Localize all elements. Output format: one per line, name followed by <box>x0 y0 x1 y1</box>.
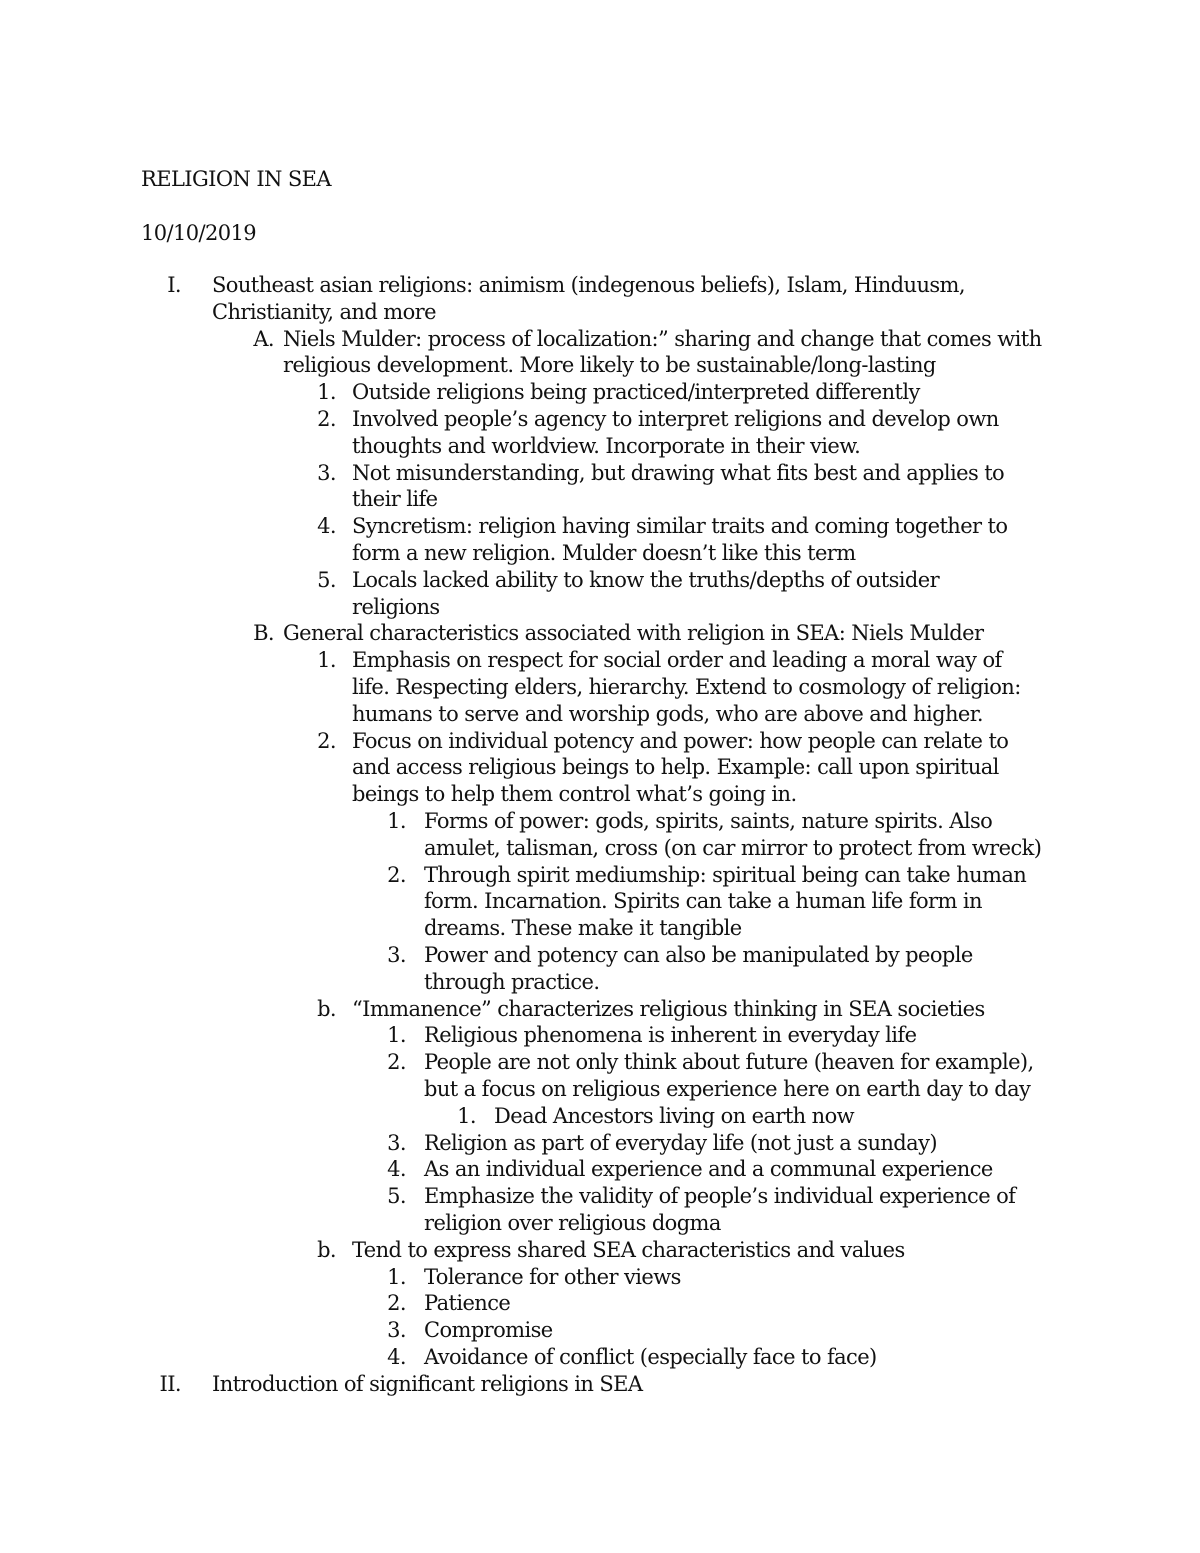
outline-marker: 2. <box>317 407 336 431</box>
outline-marker: 1. <box>387 809 406 833</box>
outline-text: dreams. These make it tangible <box>424 916 742 941</box>
outline-text: Syncretism: religion having similar traits and coming together to <box>352 514 1008 539</box>
outline-marker: 1. <box>317 380 336 405</box>
outline-text: Emphasis on respect for social order and leading a moral way of <box>352 648 1002 673</box>
outline-text: their life <box>352 487 438 512</box>
outline-marker: 1. <box>387 1023 406 1048</box>
outline-text: life. Respecting elders, hierarchy. Extend to cosmology of religion: <box>352 675 1021 699</box>
outline-text: form. Incarnation. Spirits can take a human life form in <box>424 889 982 914</box>
outline-text: Tolerance for other views <box>424 1264 681 1289</box>
outline-text: Forms of power: gods, spirits, saints, nature spirits. Also <box>424 809 993 833</box>
outline-text: People are not only think about future (heaven for example), <box>424 1050 1034 1075</box>
outline-text: Dead Ancestors living on earth now <box>494 1103 854 1128</box>
outline-marker: 4. <box>387 1345 406 1369</box>
outline-marker: b. <box>317 996 336 1021</box>
outline-marker: b. <box>317 1237 336 1262</box>
outline-text: Locals lacked ability to know the truths/depths of outsider <box>352 567 940 592</box>
outline-text: amulet, talisman, cross (on car mirror to protect from wreck) <box>424 835 1042 860</box>
outline-marker: 2. <box>387 862 406 887</box>
outline-text: religions <box>352 594 440 619</box>
outline-text: Patience <box>424 1291 511 1316</box>
outline-text: Southeast asian religions: animism (indegenous beliefs), Islam, Hinduusm, <box>212 273 965 297</box>
outline-text: Through spirit mediumship: spiritual being can take human <box>424 862 1027 887</box>
outline-text: Religion as part of everyday life (not just a sunday) <box>424 1130 937 1155</box>
outline-marker: 3. <box>387 943 406 967</box>
outline-text: form a new religion. Mulder doesn’t like this term <box>352 541 856 565</box>
outline-text: Religious phenomena is inherent in everyday life <box>424 1023 917 1048</box>
document-title: RELIGION IN SEA <box>141 167 331 191</box>
outline-marker: 5. <box>317 567 336 592</box>
outline-marker: 2. <box>317 728 336 753</box>
outline-marker: 3. <box>387 1318 406 1343</box>
outline-text: Niels Mulder: process of localization:” sharing and change that comes with <box>283 326 1042 351</box>
outline-marker: 2. <box>387 1050 406 1075</box>
outline-text: thoughts and worldview. Incorporate in their view. <box>352 433 861 458</box>
outline-marker: I. <box>167 273 181 297</box>
outline-marker: B. <box>253 621 274 646</box>
outline-marker: 2. <box>387 1291 406 1316</box>
outline-text: Outside religions being practiced/interpreted differently <box>352 380 920 405</box>
outline-marker: A. <box>253 326 274 351</box>
outline-marker: 3. <box>387 1130 406 1155</box>
outline-marker: 1. <box>387 1264 406 1289</box>
outline-text: Introduction of significant religions in SEA <box>212 1371 643 1396</box>
outline-text: Involved people’s agency to interpret religions and develop own <box>352 407 999 431</box>
outline-marker: 1. <box>317 648 336 673</box>
outline-marker: 1. <box>457 1103 476 1128</box>
outline-text: “Immanence” characterizes religious thinking in SEA societies <box>352 996 985 1021</box>
outline-text: Tend to express shared SEA characteristics and values <box>352 1237 905 1262</box>
outline-marker: II. <box>159 1371 181 1396</box>
outline-marker: 4. <box>387 1157 406 1182</box>
outline-text: and access religious beings to help. Example: call upon spiritual <box>352 755 999 780</box>
outline-text: Not misunderstanding, but drawing what fits best and applies to <box>352 460 1005 485</box>
outline-text: General characteristics associated with religion in SEA: Niels Mulder <box>283 621 984 646</box>
outline-text: beings to help them control what’s going in. <box>352 782 797 807</box>
outline-text: through practice. <box>424 969 600 994</box>
outline-text: Avoidance of conflict (especially face to face) <box>424 1345 877 1369</box>
outline-text: humans to serve and worship gods, who are above and higher. <box>352 701 983 726</box>
document-date: 10/10/2019 <box>141 221 257 245</box>
outline-marker: 5. <box>387 1184 406 1209</box>
outline-text: Emphasize the validity of people’s individual experience of <box>424 1184 1016 1209</box>
outline-text: religious development. More likely to be sustainable/long-lasting <box>283 353 936 378</box>
outline-text: Power and potency can also be manipulated by people <box>424 943 973 967</box>
outline-marker: 3. <box>317 460 336 485</box>
outline-text: but a focus on religious experience here on earth day to day <box>424 1077 1031 1101</box>
outline-text: Christianity, and more <box>212 299 436 324</box>
outline-text: Focus on individual potency and power: how people can relate to <box>352 728 1009 753</box>
outline-text: religion over religious dogma <box>424 1211 721 1235</box>
outline-marker: 4. <box>317 514 336 539</box>
outline-text: As an individual experience and a communal experience <box>424 1157 993 1182</box>
outline-text: Compromise <box>424 1318 553 1343</box>
